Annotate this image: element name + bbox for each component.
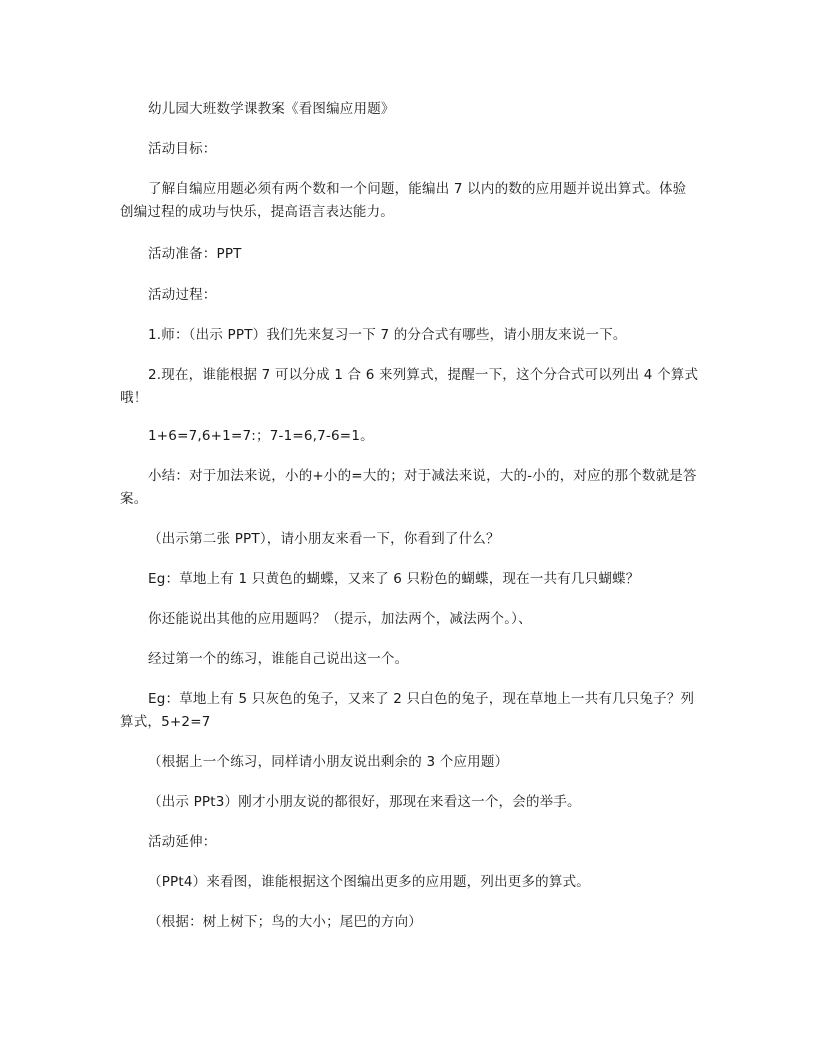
paragraph-goal-text: 了解自编应用题必须有两个数和一个问题，能编出 7 以内的数的应用题并说出算式。体验创编过程的成功与快乐，提高语言表达能力。	[120, 181, 687, 220]
paragraph-remaining: （根据上一个练习，同样请小朋友说出剩余的 3 个应用题）	[148, 754, 509, 770]
paragraph-example-1: Eg：草地上有 1 只黄色的蝴蝶，又来了 6 只粉色的蝴蝶，现在一共有几只蝴蝶？	[148, 571, 640, 587]
paragraph-formulas: 1+6=7,6+1=7:；7-1=6,7-6=1。	[148, 428, 374, 444]
paragraph-preparation: 活动准备：PPT	[148, 246, 242, 262]
paragraph-step-1: 1.师：（出示 PPT）我们先来复习一下 7 的分合式有哪些，请小朋友来说一下。	[148, 327, 627, 343]
paragraph-process-heading: 活动过程：	[148, 287, 217, 303]
paragraph-ppt4: （PPt4）来看图，谁能根据这个图编出更多的应用题，列出更多的算式。	[148, 874, 590, 890]
paragraph-practice: 经过第一个的练习，谁能自己说出这一个。	[148, 651, 409, 667]
paragraph-summary: 小结：对于加法来说，小的+小的=大的；对于减法来说，大的-小的，对应的那个数就是答案。	[120, 468, 697, 507]
paragraph-goal-heading: 活动目标：	[148, 141, 217, 157]
paragraph-step-2: 2.现在，谁能根据 7 可以分成 1 合 6 来列算式，提醒一下，这个分合式可以列出 4 个算式哦！	[120, 367, 699, 406]
paragraph-other-questions: 你还能说出其他的应用题吗？（提示，加法两个，减法两个。）、	[148, 611, 532, 627]
paragraph-second-ppt: （出示第二张 PPT），请小朋友来看一下，你看到了什么？	[148, 531, 500, 547]
paragraph-extension-heading: 活动延伸：	[148, 834, 217, 850]
paragraph-example-2: Eg：草地上有 5 只灰色的兔子，又来了 2 只白色的兔子，现在草地上一共有几只兔子？列算式，5+2=7	[120, 691, 695, 730]
document-title: 幼儿园大班数学课教案《看图编应用题》	[148, 101, 395, 117]
paragraph-basis: （根据：树上树下；鸟的大小；尾巴的方向）	[148, 914, 422, 930]
paragraph-ppt3: （出示 PPt3）刚才小朋友说的都很好，那现在来看这一个，会的举手。	[148, 794, 581, 810]
